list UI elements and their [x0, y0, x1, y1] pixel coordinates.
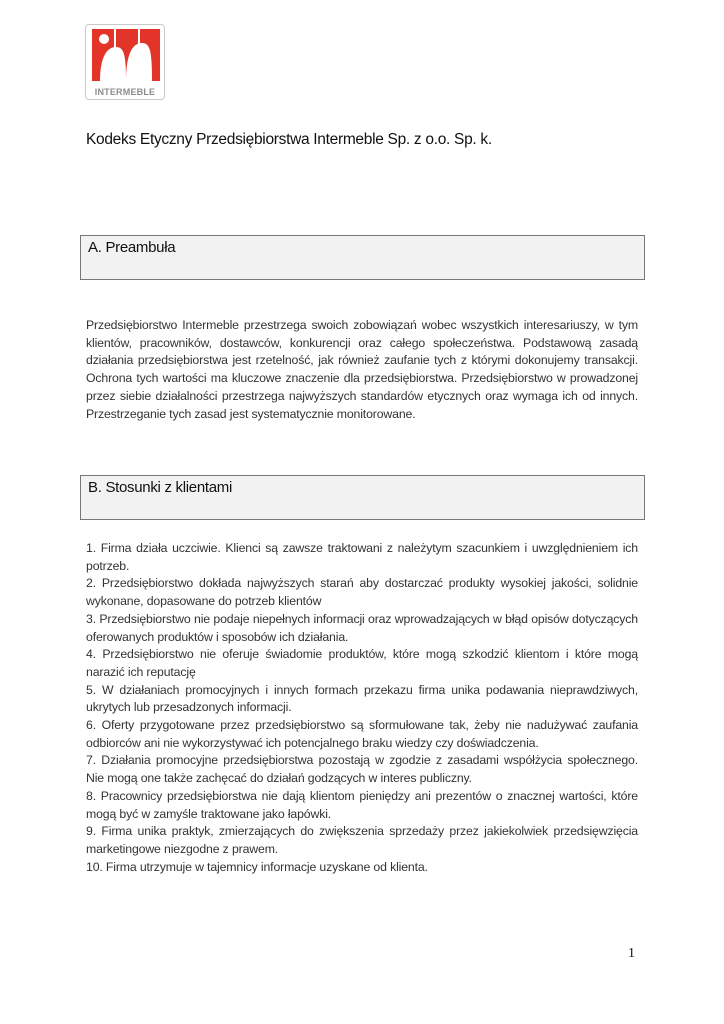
preamble-paragraph: Przedsiębiorstwo Intermeble przestrzega swoich zobowiązań wobec wszystkich interesariuszy, w tym klientów, pracowników, dostawców, konkurencji oraz całego społeczeństwa. Podstawową zasadą działania przedsiębiorstwa jest rzetelność, jak również zaufanie tych z którymi dokonujemy transakcji. Ochrona tych wartości ma kluczowe znaczenie dla przedsiębiorstwa. Przedsiębiorstwo w prowadzonej przez siebie działalności przestrzega najwyższych standardów etycznych oraz wymaga ich od innych. Przestrzeganie tych zasad jest systematycznie monitorowane. [86, 318, 638, 421]
list-item: 4. Przedsiębiorstwo nie oferuje świadomie produktów, które mogą szkodzić klientom i które mogą narazić ich reputację [86, 647, 638, 679]
intermeble-logo-mark-icon [86, 25, 166, 87]
list-item: 2. Przedsiębiorstwo dokłada najwyższych starań aby dostarczać produkty wysokiej jakości, solidnie wykonane, dopasowane do potrzeb klientów [86, 576, 638, 609]
section-a-header-box [80, 235, 645, 280]
client-relations-list [86, 540, 638, 876]
section-a-heading: A. Preambuła [88, 239, 176, 256]
section-b-heading: B. Stosunki z klientami [88, 479, 232, 496]
intermeble-logo [85, 24, 165, 100]
list-item: 5. W działaniach promocyjnych i innych formach przekazu firma unika podawania nieprawdziwych, ukrytych lub przesadzonych informacji. [86, 682, 638, 715]
page-number: 1 [628, 946, 635, 961]
list-item: 7. Działania promocyjne przedsiębiorstwa pozostają w zgodzie z zasadami współżycia społecznego. Nie mogą one także zachęcać do działań godzących w interes publiczny. [86, 753, 638, 786]
list-item: 8. Pracownicy przedsiębiorstwa nie dają klientom pieniędzy ani prezentów o znacznej wartości, które mogą być w zamyśle traktowane jako łapówki. [86, 788, 638, 821]
section-b-header-box [80, 475, 645, 520]
list-item: 1. Firma działa uczciwie. Klienci są zawsze traktowani z należytym szacunkiem i uwzględnieniem ich potrzeb. [86, 541, 638, 573]
logo-text: INTERMEBLE [94, 87, 156, 97]
list-item: 10. Firma utrzymuje w tajemnicy informacje uzyskane od klienta. [86, 859, 428, 874]
document-title: Kodeks Etyczny Przedsiębiorstwa Intermeble Sp. z o.o. Sp. k. [86, 131, 492, 148]
list-item: 6. Oferty przygotowane przez przedsiębiorstwo są sformułowane tak, żeby nie nadużywać zaufania odbiorców ani nie wykorzystywać ich potencjalnego braku wiedzy czy doświadczenia. [86, 718, 638, 750]
list-item: 3. Przedsiębiorstwo nie podaje niepełnych informacji oraz wprowadzających w błąd opisów dotyczących oferowanych produktów i sposobów ich działania. [86, 611, 638, 644]
list-item: 9. Firma unika praktyk, zmierzających do zwiększenia sprzedaży przez jakiekolwiek przedsięwzięcia marketingowe niezgodne z prawem. [86, 824, 638, 856]
